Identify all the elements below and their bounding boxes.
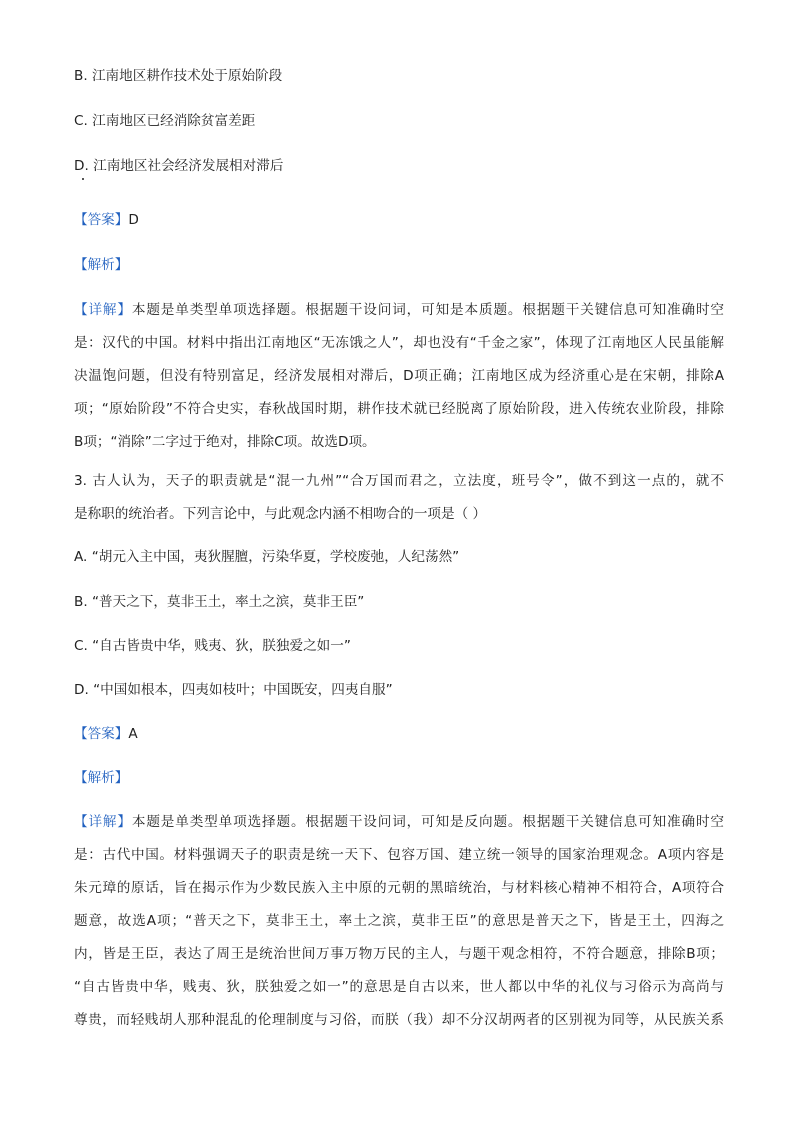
q2-detail-line-3: 决温饱问题，但没有特别富足，经济发展相对滞后，D项正确；江南地区成为经济重心是在宋朝，排除A <box>74 368 724 384</box>
answer-value: D <box>128 212 139 228</box>
answer-label: 【答案】 <box>74 726 129 742</box>
q2-answer <box>74 210 724 230</box>
q2-detail-line-2: 是：汉代的中国。材料中指出江南地区“无冻饿之人”，却也没有“千金之家”，体现了江南地区人民虽能解 <box>74 335 724 351</box>
q3-analysis-label: 【解析】 <box>74 770 129 786</box>
q3-stem-line-2: 是称职的统治者。下列言论中，与此观念内涵不相吻合的一项是（ ） <box>74 506 487 522</box>
q3-option-a: A. “胡元入主中国，夷狄腥膻，污染华夏，学校废弛，人纪荡然” <box>74 549 460 565</box>
answer-label: 【答案】 <box>74 212 129 228</box>
q2-option-c: C. 江南地区已经消除贫富差距 <box>74 113 256 129</box>
q3-detail-line-6: “自古皆贵中华，贱夷、狄，朕独爱之如一”的意思是自古以来，世人都以中华的礼仪与习俗示为高尚与 <box>74 979 724 995</box>
q3-answer <box>74 724 724 744</box>
q2-option-d: D. 江南地区社会经济发展相对滞后 <box>74 158 284 174</box>
q3-stem-line-1: 3. 古人认为，天子的职责就是“混一九州”“合万国而君之，立法度，班号令”，做不到这一点的，就不 <box>74 473 724 489</box>
answer-value: A <box>128 726 138 742</box>
q3-option-c: C. “自古皆贵中华，贱夷、狄，朕独爱之如一” <box>74 638 351 654</box>
q3-option-b: B. “普天之下，莫非王土，率土之滨，莫非王臣” <box>74 594 365 610</box>
q3-detail-line-7: 尊贵，而轻贱胡人那种混乱的伦理制度与习俗，而朕（我）却不分汉胡两者的区别视为同等，从民族关系 <box>74 1012 724 1028</box>
detail-label: 【详解】 <box>74 814 132 830</box>
q2-analysis-label: 【解析】 <box>74 257 129 273</box>
q3-detail-line-3: 朱元璋的原话，旨在揭示作为少数民族入主中原的元朝的黑暗统治，与材料核心精神不相符合，A项符合 <box>74 880 724 896</box>
q2-detail-line-4: 项；“原始阶段”不符合史实，春秋战国时期，耕作技术就已经脱离了原始阶段，进入传统农业阶段，排除 <box>74 401 724 417</box>
q2-detail-line-5: B项；“消除”二字过于绝对，排除C项。故选D项。 <box>74 434 376 450</box>
q2-detail-line-1: 【详解】本题是单类型单项选择题。根据题干设问词，可知是本质题。根据题干关键信息可知准确时空 <box>74 302 724 318</box>
q3-detail-line-2: 是：古代中国。材料强调天子的职责是统一天下、包容万国、建立统一领导的国家治理观念。A项内容是 <box>74 847 724 863</box>
q3-detail-line-5: 内，皆是王臣，表达了周王是统治世间万事万物万民的主人，与题干观念相符，不符合题意，排除B项； <box>74 946 724 962</box>
q3-detail-line-4: 题意，故选A项；“普天之下，莫非王土，率土之滨，莫非王臣”的意思是普天之下，皆是王土，四海之 <box>74 913 724 929</box>
detail-label: 【详解】 <box>74 302 132 318</box>
q2-option-b: B. 江南地区耕作技术处于原始阶段 <box>74 68 283 84</box>
q3-option-d: D. “中国如根本，四夷如枝叶；中国既安，四夷自服” <box>74 682 393 698</box>
q3-detail-line-1: 【详解】本题是单类型单项选择题。根据题干设问词，可知是反向题。根据题干关键信息可知准确时空 <box>74 814 724 830</box>
stray-mark <box>82 178 84 180</box>
